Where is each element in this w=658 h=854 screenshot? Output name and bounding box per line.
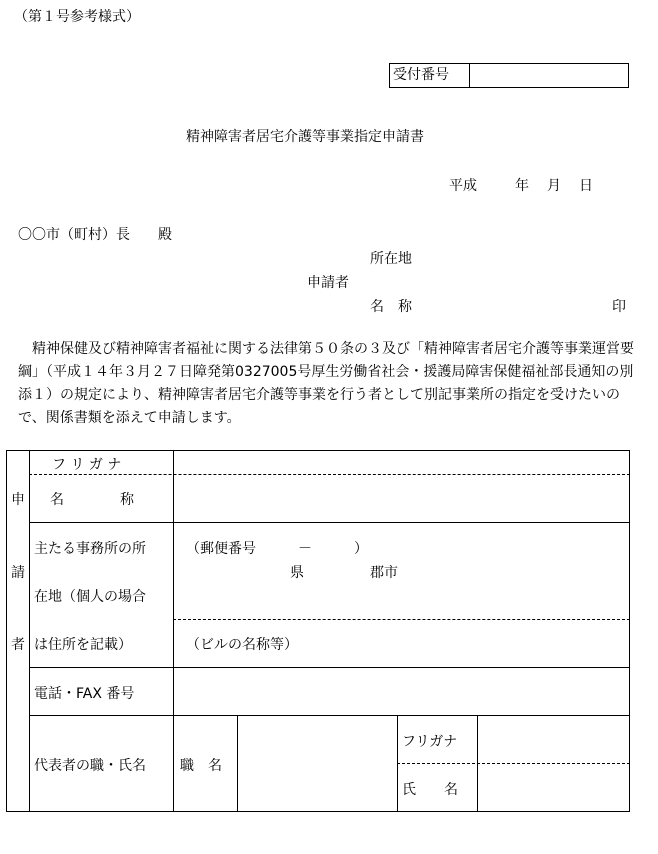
rep-furigana-label: フリガナ	[402, 734, 458, 750]
building-name-label: （ビルの名称等）	[186, 637, 298, 653]
reception-number-field[interactable]	[470, 64, 628, 87]
furigana-label: フ リ ガ ナ	[52, 457, 122, 473]
office-label-line-1: 主たる事務所の所	[34, 541, 146, 557]
name-field[interactable]	[180, 484, 620, 514]
applicant-name-label: 名 称	[370, 299, 412, 315]
office-label-line-2: 在地（個人の場合	[34, 589, 146, 605]
form-number: （第１号参考様式）	[14, 9, 140, 25]
phone-fax-field[interactable]	[180, 675, 620, 707]
seal-mark: 印	[612, 299, 626, 315]
side-label-2: 請	[11, 565, 25, 581]
rep-name-field[interactable]	[482, 768, 624, 806]
addressee: 〇〇市（町村）長 殿	[18, 227, 172, 243]
reception-number-label: 受付番号	[390, 64, 470, 87]
applicant-label: 申請者	[307, 275, 349, 291]
representative-label: 代表者の職・氏名	[34, 758, 146, 774]
application-statement-text: 精神保健及び精神障害者福祉に関する法律第５０条の３及び「精神障害者居宅介護等事業運営要綱」（平成１４年３月２７日障発第0327005号厚生労働省社会・援護局障害保健福祉部長通知の別添１）の規定により、精神障害者居宅介護等事業を行う者として別記事業所の指定を受けたいので、関係書類を添えて申請します。	[18, 341, 634, 426]
postal-code-label: （郵便番号 － ）	[186, 541, 368, 557]
city-label: 郡市	[370, 565, 398, 581]
rep-furigana-field[interactable]	[482, 720, 624, 758]
furigana-field[interactable]	[180, 454, 620, 470]
location-label: 所在地	[370, 251, 412, 267]
date-month: 月	[547, 178, 561, 194]
rep-name-label: 氏 名	[402, 782, 458, 798]
document-title: 精神障害者居宅介護等事業指定申請書	[186, 129, 424, 145]
office-label-line-3: は住所を記載）	[34, 637, 132, 653]
phone-fax-label: 電話・FAX 番号	[34, 686, 135, 702]
date-day: 日	[579, 178, 593, 194]
position-field[interactable]	[243, 722, 391, 804]
date-era: 平成	[449, 178, 477, 194]
application-statement	[18, 338, 644, 430]
name-label: 名 称	[50, 492, 134, 508]
side-label-1: 申	[11, 492, 25, 508]
prefecture-label: 県	[290, 565, 304, 581]
reception-number-box	[389, 63, 629, 88]
date-year: 年	[515, 178, 529, 194]
position-label: 職 名	[180, 758, 222, 774]
side-label-3: 者	[11, 637, 25, 653]
